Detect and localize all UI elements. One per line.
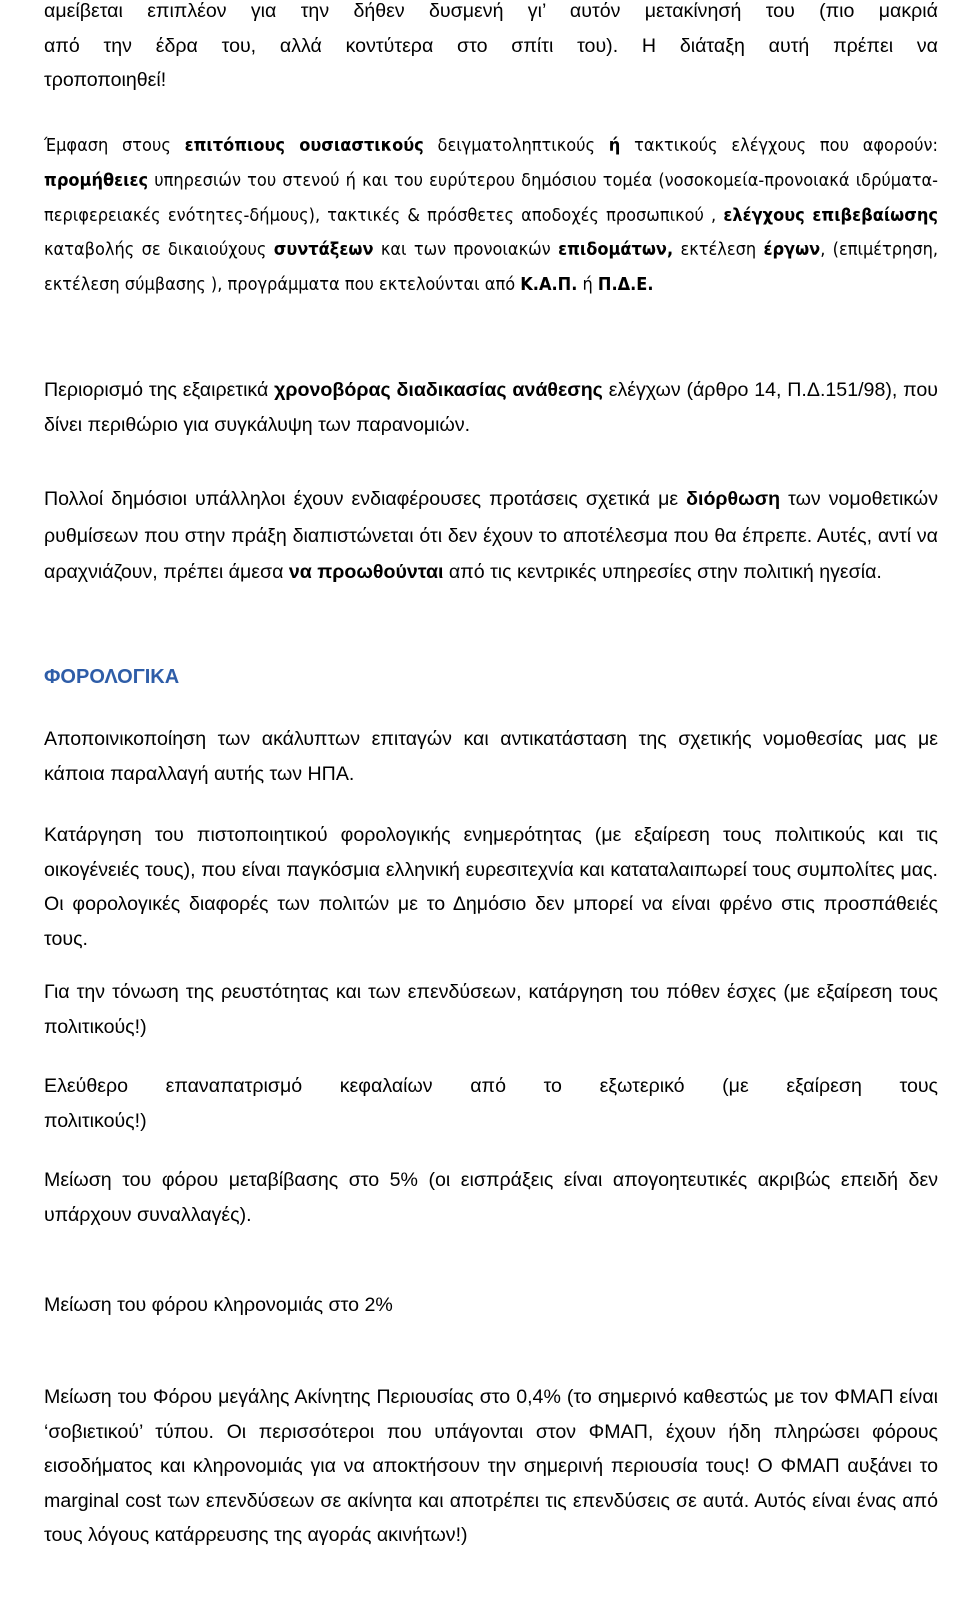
list-item-51 bbox=[44, 1288, 938, 1323]
item-text: ελέγχων (άρθρο 14, Π.Δ.151/98), που δίνει περιθώριο για συγκάλυψη των παρανομιών. bbox=[44, 379, 938, 436]
item-text: δειγματοληπτικούς bbox=[423, 135, 609, 156]
emphasis-text: Κ.Α.Π. bbox=[520, 274, 578, 296]
item-text: των νομοθετικών ρυθμίσεων που στην πράξη διαπιστώνεται ότι δεν έχουν το αποτέλεσμα που θα έπρεπε. Αυτές, αντί να αραχνιάζουν, πρέπει άμεσα bbox=[44, 488, 938, 583]
item-number bbox=[0, 129, 7, 164]
intro-paragraph bbox=[44, 0, 938, 98]
item-number bbox=[0, 1069, 7, 1104]
item-text: τακτικούς ελέγχους που αφορούν: bbox=[620, 135, 939, 156]
list-item-48 bbox=[44, 975, 938, 1044]
emphasis-text: προμήθειες bbox=[44, 169, 149, 191]
item-text: ή bbox=[577, 274, 598, 296]
item-text: εκτέλεση bbox=[673, 239, 764, 261]
list-item-43 bbox=[44, 129, 938, 303]
item-number bbox=[0, 1288, 7, 1323]
item-text: και των προνοιακών bbox=[373, 239, 559, 261]
item-text: Περιορισμό της εξαιρετικά bbox=[44, 379, 275, 401]
emphasis-text: έργων bbox=[763, 239, 821, 261]
emphasis-text: διόρθωση bbox=[686, 488, 781, 510]
item-text: Μείωση του Φόρου μεγάλης Ακίνητης Περιουσίας στο 0,4% (το σημερινό καθεστώς με τον ΦΜΑΠ είναι ‘σοβιετικού’ τύπου. Οι περισσότεροι που υπάγονται στον ΦΜΑΠ, έχουν ήδη πληρώσει φόρους εισοδήματος και κληρονομιάς για να αποκτήσουν την σημερινή περιουσία τους! Ο ΦΜΑΠ αυξάνει το marginal cost των επενδύσεων σε ακίνητα και αποτρέπει τις επενδύσεις σε αυτά. Αυτός είναι ένας από τους λόγους κατάρρευσης της αγοράς ακινήτων!) bbox=[44, 1386, 938, 1546]
item-number bbox=[0, 1163, 7, 1198]
item-text: υπηρεσιών του στενού ή και του ευρύτερου δημόσιου τομέα (νοσοκομεία-προνοιακά ιδρύματα-περιφερειακές ενότητες-δήμους), τακτικές & πρόσθετες αποδοχές προσωπικού , bbox=[44, 169, 938, 226]
emphasis-text: ή bbox=[608, 135, 621, 156]
item-text: Αποποινικοποίηση των ακάλυπτων επιταγών και αντικατάσταση της σχετικής νομοθεσίας μας με κάποια παραλλαγή αυτής των ΗΠΑ. bbox=[44, 728, 938, 785]
item-text: Ελεύθερο επαναπατρισμό κεφαλαίων από το εξωτερικό (με εξαίρεση τους πολιτικούς!) bbox=[44, 1075, 938, 1132]
intro-line-2: από την έδρα του, αλλά κοντύτερα στο σπίτι του). Η διάταξη αυτή πρέπει να bbox=[44, 34, 938, 57]
list-item-49 bbox=[44, 1069, 938, 1138]
list-item-47 bbox=[44, 818, 938, 956]
item-text: από τις κεντρικές υπηρεσίες στην πολιτική ηγεσία. bbox=[443, 561, 882, 583]
emphasis-text: να προωθούνται bbox=[288, 561, 444, 583]
item-number bbox=[0, 975, 7, 1010]
emphasis-text: ελέγχους επιβεβαίωσης bbox=[723, 204, 938, 226]
item-text: Έμφαση στους bbox=[44, 135, 185, 156]
list-item-50 bbox=[44, 1163, 938, 1232]
list-item-44 bbox=[44, 373, 938, 442]
item-text: Κατάργηση του πιστοποιητικού φορολογικής ενημερότητας (με εξαίρεση τους πολιτικούς και τις οικογένειές τους), που είναι παγκόσμια ελληνική ευρεσιτεχνία και καταταλαιπωρεί τους συμπολίτες μας. Οι φορολογικές διαφορές των πολιτών με το Δημόσιο δεν μπορεί να είναι φρένο στις προσπάθειές τους. bbox=[44, 824, 938, 950]
item-text: καταβολής σε δικαιούχους bbox=[44, 239, 274, 261]
item-text: , (επιμέτρηση, εκτέλεση σύμβασης ), προγράμματα που εκτελούνται από bbox=[44, 239, 938, 296]
item-number bbox=[0, 481, 7, 516]
item-text: Μείωση του φόρου κληρονομιάς στο 2% bbox=[44, 1294, 393, 1316]
item-text: Πολλοί δημόσιοι υπάλληλοι έχουν ενδιαφέρουσες προτάσεις σχετικά με bbox=[44, 488, 687, 510]
item-number bbox=[0, 722, 7, 757]
list-item-52 bbox=[44, 1380, 938, 1553]
intro-line-3: τροποποιηθεί! bbox=[44, 69, 167, 91]
item-number bbox=[0, 1380, 7, 1415]
item-text: Μείωση του φόρου μεταβίβασης στο 5% (οι εισπράξεις είναι απογοητευτικές ακριβώς επειδή δεν υπάρχουν συναλλαγές). bbox=[44, 1169, 938, 1226]
item-number bbox=[0, 818, 7, 853]
emphasis-text: επιδομάτων, bbox=[558, 239, 674, 261]
emphasis-text: επιτόπιους ουσιαστικούς bbox=[184, 135, 424, 156]
item-text: Για την τόνωση της ρευστότητας και των επενδύσεων, κατάργηση του πόθεν έσχες (με εξαίρεση τους πολιτικούς!) bbox=[44, 981, 938, 1038]
list-item-45 bbox=[44, 481, 938, 591]
intro-line-1: αμείβεται επιπλέον για την δήθεν δυσμενή γι’ αυτόν μετακίνησή του (πιο μακριά bbox=[44, 0, 938, 22]
list-item-46 bbox=[44, 722, 938, 791]
section-heading: ΦΟΡΟΛΟΓΙΚΑ bbox=[44, 666, 180, 688]
emphasis-text: συντάξεων bbox=[273, 239, 374, 261]
emphasis-text: χρονοβόρας διαδικασίας ανάθεσης bbox=[274, 379, 603, 401]
emphasis-text: Π.Δ.Ε. bbox=[597, 274, 654, 296]
item-number bbox=[0, 373, 7, 408]
